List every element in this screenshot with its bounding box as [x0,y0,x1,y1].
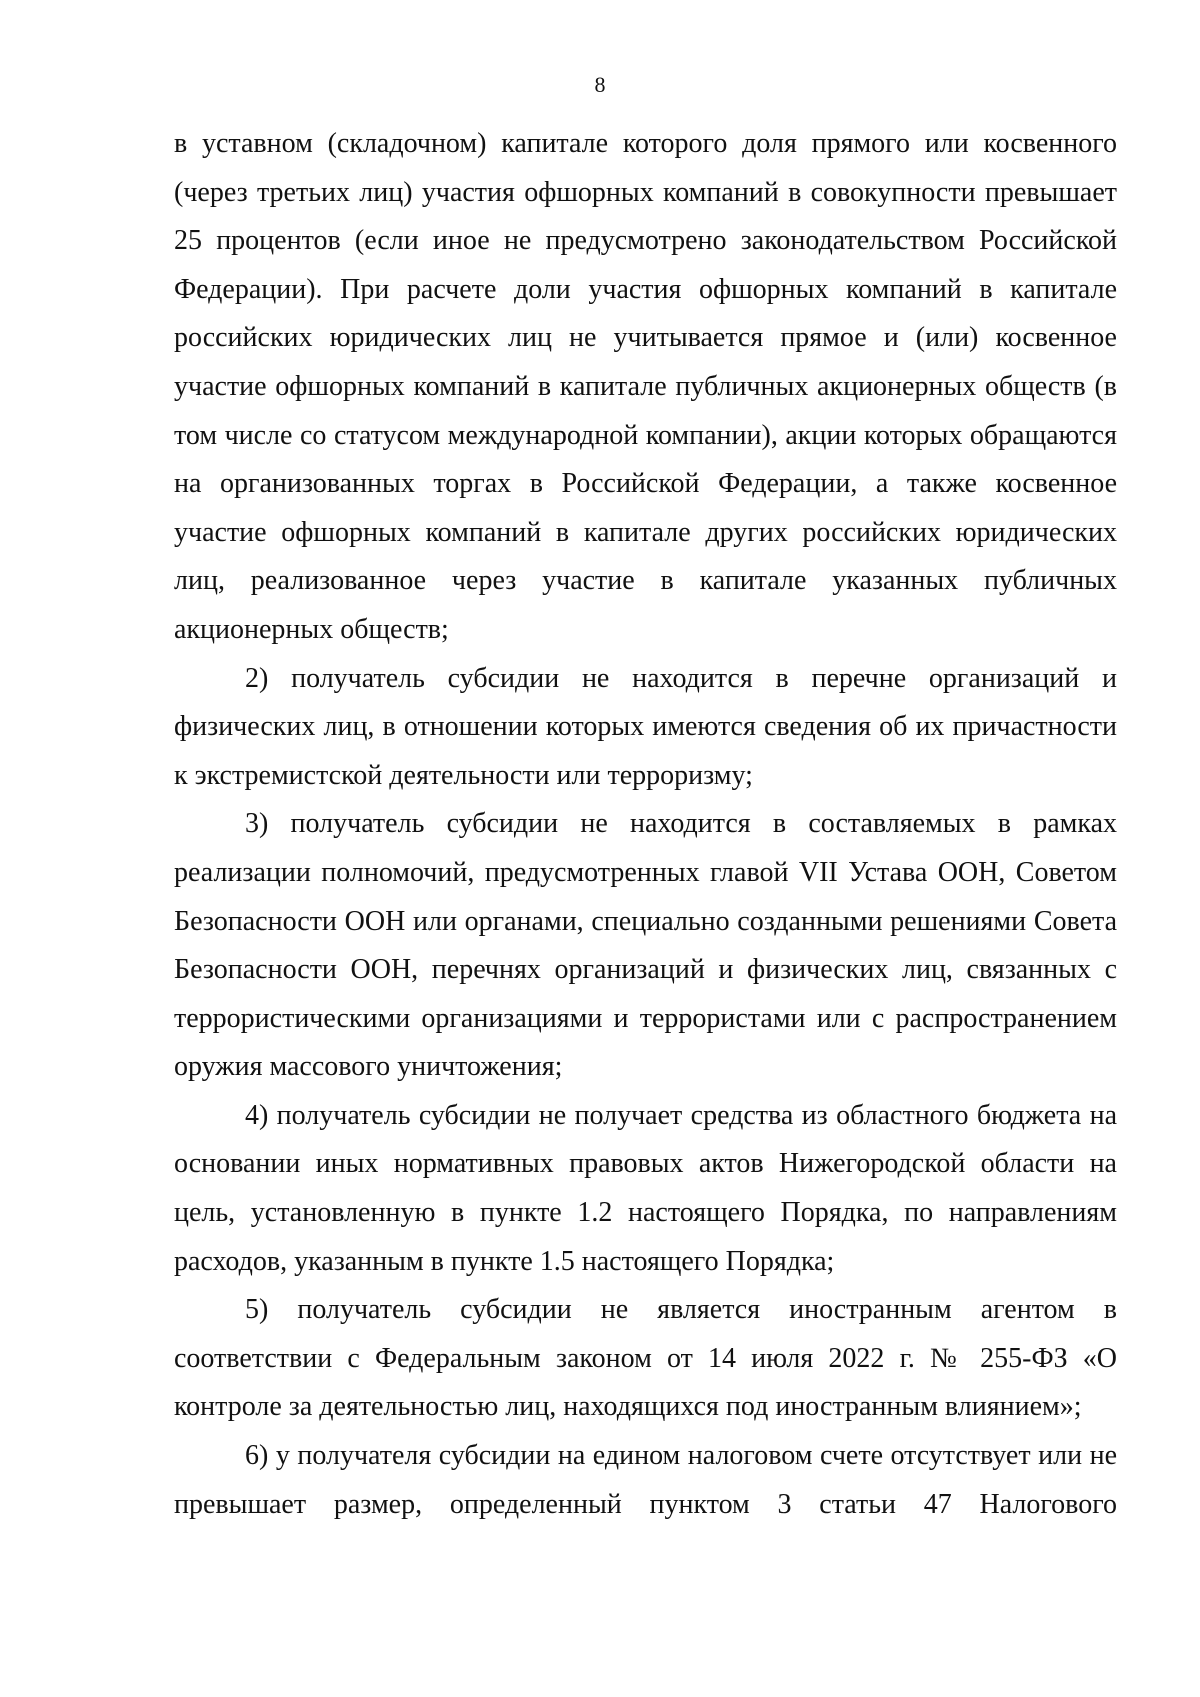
paragraph-item-5: 5) получатель субсидии не является иностранным агентом в соответствии с Федеральным законом от 14 июля 2022 г. № 255-ФЗ «О контроле за деятельностью лиц, находящихся под иностранным влиянием»; [174,1294,1117,1423]
page-number: 8 [594,72,606,97]
paragraph-item-6: 6) у получателя субсидии на едином налоговом счете отсутствует или не превышает размер, определенный пунктом 3 статьи 47 Налогового [174,1440,1117,1520]
paragraph-continuation: в уставном (складочном) капитале которого доля прямого или косвенного (через третьих лиц) участия офшорных компаний в совокупности превышает 25 процентов (если иное не предусмотрено законодательством Российской Федерации). При расчете доли участия офшорных компаний в капитале российских юридических лиц не учитывается прямое и (или) косвенное участие офшорных компаний в капитале публичных акционерных обществ (в том числе со статусом международной компании), акции которых обращаются на организованных торгах в Российской Федерации, а также косвенное участие офшорных компаний в капитале других российских юридических лиц, реализованное через участие в капитале указанных публичных акционерных обществ; [174,128,1117,645]
paragraph-item-3: 3) получатель субсидии не находится в составляемых в рамках реализации полномочий, предусмотренных главой VII Устава ООН, Советом Безопасности ООН или органами, специально созданными решениями Совета Безопасности ООН, перечнях организаций и физических лиц, связанных с террористическими организациями и террористами или с распространением оружия массового уничтожения; [174,808,1117,1083]
paragraph-item-4: 4) получатель субсидии не получает средства из областного бюджета на основании иных нормативных правовых актов Нижегородской области на цель, установленную в пункте 1.2 настоящего Порядка, по направлениям расходов, указанным в пункте 1.5 настоящего Порядка; [174,1099,1117,1277]
paragraph-item-2: 2) получатель субсидии не находится в перечне организаций и физических лиц, в отношении которых имеются сведения об их причастности к экстремистской деятельности или терроризму; [174,662,1117,791]
document-body [174,120,1117,1529]
